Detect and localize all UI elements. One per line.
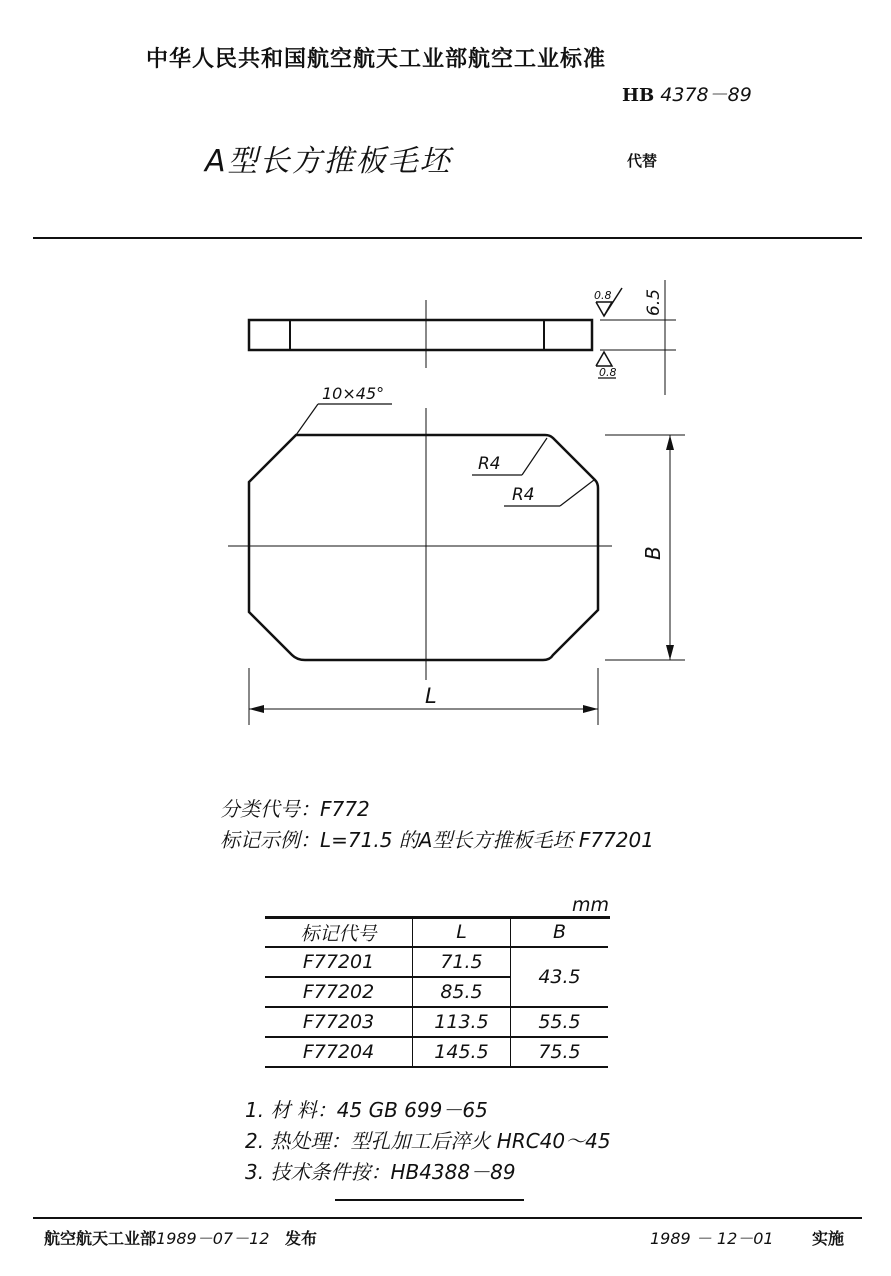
roughness-symbol-bottom bbox=[596, 352, 612, 366]
footer-issue bbox=[44, 1226, 317, 1249]
cell-code: F77204 bbox=[265, 1037, 413, 1067]
cell-width: 75.5 bbox=[511, 1037, 609, 1067]
note-heat-treatment: 2. 热处理：型孔加工后淬火 HRC40～45 bbox=[245, 1129, 611, 1153]
cell-length: 71.5 bbox=[413, 947, 511, 977]
note-material: 1. 材 料：45 GB 699－65 bbox=[245, 1098, 488, 1122]
cell-code: F77201 bbox=[265, 947, 413, 977]
header-width: B bbox=[511, 918, 609, 947]
length-arrow-right bbox=[583, 705, 598, 713]
chamfer-leader bbox=[296, 404, 318, 435]
issuing-ministry: 航空航天工业部 bbox=[44, 1229, 157, 1248]
height-label: B bbox=[641, 546, 665, 560]
chamfer-label: 10×45° bbox=[322, 384, 385, 403]
cell-length: 113.5 bbox=[413, 1007, 511, 1037]
radius-label-2: R4 bbox=[512, 485, 535, 505]
notes-end-rule bbox=[335, 1199, 524, 1201]
document-title: A型长方推板毛坯 bbox=[205, 144, 452, 179]
footer-rule bbox=[33, 1217, 862, 1219]
height-arrow-top bbox=[666, 435, 674, 450]
standard-code: 4378－89 bbox=[660, 84, 752, 106]
header-rule bbox=[33, 237, 862, 239]
issue-label: 发布 bbox=[285, 1229, 318, 1248]
length-label: L bbox=[425, 684, 437, 708]
roughness-label-bottom: 0.8 bbox=[599, 366, 617, 379]
thickness-label: 6.5 bbox=[644, 288, 664, 316]
radius-leader-2 bbox=[560, 480, 594, 506]
effective-date: 1989 － 12－01 bbox=[650, 1229, 774, 1248]
marking-example: 标记示例：L=71.5 的A型长方推板毛坯 F77201 bbox=[220, 828, 654, 852]
note-technical-conditions: 3. 技术条件按：HB4388－89 bbox=[245, 1160, 516, 1184]
roughness-symbol-top bbox=[596, 302, 612, 316]
side-view-outline bbox=[249, 320, 592, 350]
height-arrow-bottom bbox=[666, 645, 674, 660]
cell-code: F77202 bbox=[265, 977, 413, 1007]
table-unit: mm bbox=[572, 894, 610, 916]
cell-width: 55.5 bbox=[511, 1007, 609, 1037]
classification-code: 分类代号：F772 bbox=[220, 797, 370, 821]
replaces-label: 代替 bbox=[627, 152, 658, 170]
plate-outline bbox=[249, 435, 598, 660]
standard-number bbox=[622, 80, 752, 107]
radius-label-1: R4 bbox=[478, 454, 501, 474]
effective-label: 实施 bbox=[812, 1229, 845, 1248]
cell-code: F77203 bbox=[265, 1007, 413, 1037]
part-drawing bbox=[0, 260, 891, 740]
table-row bbox=[265, 1007, 608, 1037]
standard-prefix: HB bbox=[622, 85, 655, 106]
roughness-label-top: 0.8 bbox=[594, 289, 612, 302]
table-row bbox=[265, 1037, 608, 1067]
header-length: L bbox=[413, 918, 511, 947]
cell-length: 145.5 bbox=[413, 1037, 511, 1067]
table-header-row bbox=[265, 918, 608, 947]
cell-length: 85.5 bbox=[413, 977, 511, 1007]
dimension-table bbox=[265, 918, 608, 1068]
header-code: 标记代号 bbox=[265, 918, 413, 947]
table-row bbox=[265, 947, 608, 977]
issuing-organization: 中华人民共和国航空航天工业部航空工业标准 bbox=[146, 47, 607, 72]
length-arrow-left bbox=[249, 705, 264, 713]
issue-date: 1989－07－12 bbox=[156, 1229, 270, 1248]
cell-width: 43.5 bbox=[511, 947, 609, 1007]
radius-leader-1 bbox=[522, 438, 547, 475]
